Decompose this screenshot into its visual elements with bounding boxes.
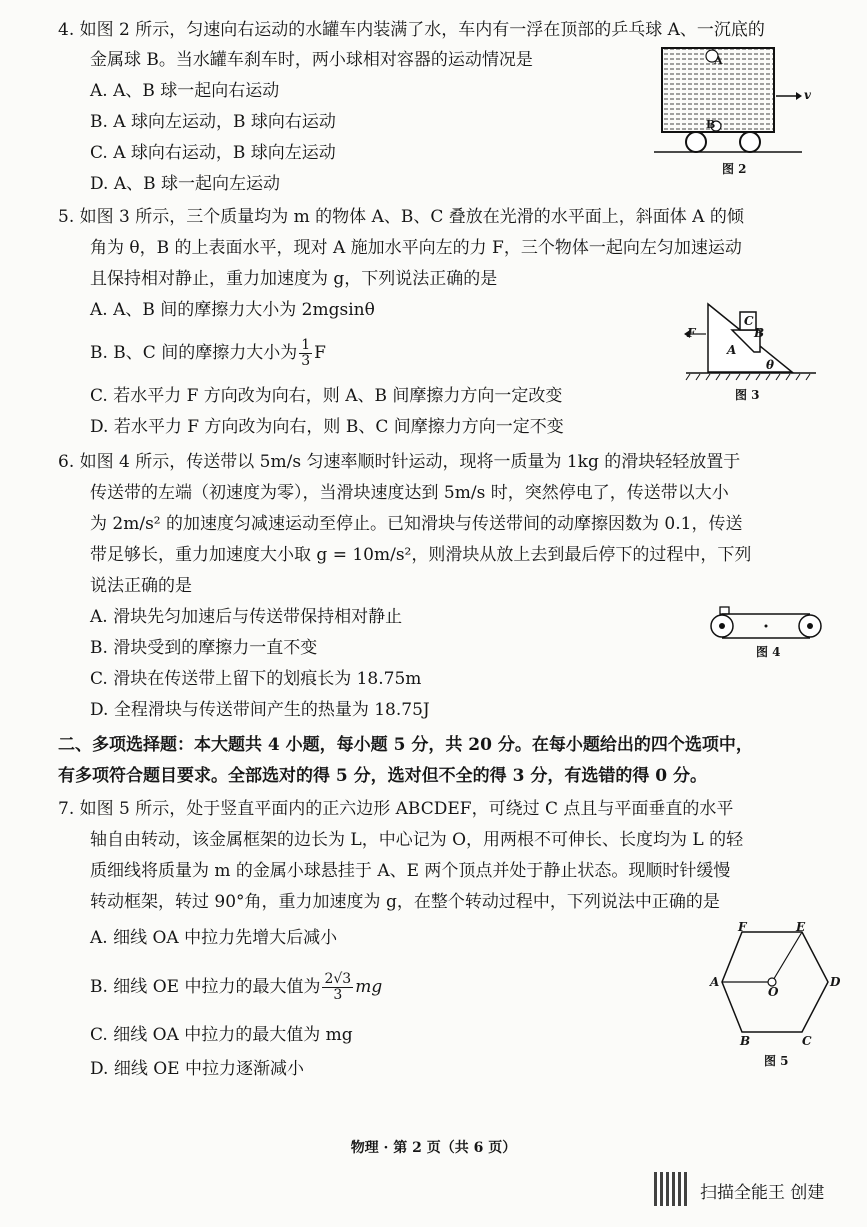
q5-option-b-numerator: 1 bbox=[301, 337, 311, 353]
q7-option-d: D. 细线 OE 中拉力逐渐减小 bbox=[90, 1059, 304, 1079]
string-oe bbox=[772, 932, 802, 982]
q7-option-b-numerator: 2√3 bbox=[324, 971, 352, 987]
q5-option-b-suffix: F bbox=[314, 343, 326, 363]
figure-2-tank-truck bbox=[652, 42, 812, 170]
q5-stem-line-3: 且保持相对静止，重力加速度为 g，下列说法正确的是 bbox=[90, 269, 498, 289]
q5-option-a: A. A、B 间的摩擦力大小为 2mgsinθ bbox=[90, 300, 375, 320]
ground-hatch bbox=[686, 374, 810, 380]
q5-stem-line-1: 5. 如图 3 所示，三个质量均为 m 的物体 A、B、C 叠放在光滑的水平面上，斜面体 A 的倾 bbox=[58, 207, 744, 227]
scanner-watermark: 扫描全能王 创建 bbox=[700, 1183, 825, 1203]
q7-stem-line-3: 质细线将质量为 m 的金属小球悬挂于 A、E 两个顶点并处于静止状态。现顺时针缓慢 bbox=[90, 861, 731, 881]
figure-2-caption: 图 2 bbox=[722, 162, 747, 176]
figure-5-label-o: O bbox=[768, 985, 779, 999]
q6-stem-line-1: 6. 如图 4 所示，传送带以 5m/s 匀速率顺时针运动，现将一质量为 1kg 的滑块轻轻放置于 bbox=[58, 452, 741, 472]
figure-5-label-e: E bbox=[796, 920, 806, 934]
q7-stem-line-2: 轴自由转动，该金属框架的边长为 L，中心记为 O，用两根不可伸长、长度均为 L 的轻 bbox=[90, 830, 744, 850]
figure-3-label-f: F bbox=[687, 326, 696, 340]
pulley-left-axle bbox=[719, 623, 725, 629]
figure-4-conveyor-belt bbox=[702, 602, 830, 648]
page-footer: 物理 · 第 2 页（共 6 页） bbox=[350, 1140, 517, 1156]
q6-option-b: B. 滑块受到的摩擦力一直不变 bbox=[90, 638, 318, 658]
q6-option-d: D. 全程滑块与传送带间产生的热量为 18.75J bbox=[90, 700, 430, 720]
q7-option-b-prefix: B. 细线 OE 中拉力的最大值为 bbox=[90, 977, 321, 997]
figure-3-label-a: A bbox=[727, 343, 737, 357]
q4-stem-line-2: 金属球 B。当水罐车刹车时，两小球相对容器的运动情况是 bbox=[90, 50, 533, 70]
q5-option-b-prefix: B. B、C 间的摩擦力大小为 bbox=[90, 343, 298, 363]
q5-option-b-denominator: 3 bbox=[301, 353, 311, 369]
pulley-right-axle bbox=[807, 623, 813, 629]
q5-option-b-fraction bbox=[299, 338, 312, 369]
q4-option-a: A. A、B 球一起向右运动 bbox=[90, 81, 280, 101]
q6-option-a: A. 滑块先匀加速后与传送带保持相对静止 bbox=[90, 607, 403, 627]
q6-option-c: C. 滑块在传送带上留下的划痕长为 18.75m bbox=[90, 669, 422, 689]
figure-3-label-c: C bbox=[744, 314, 754, 328]
figure-5-caption: 图 5 bbox=[764, 1054, 789, 1068]
q6-stem-line-4: 带足够长，重力加速度大小取 g = 10m/s²，则滑块从放上去到最后停下的过程中，下列 bbox=[90, 545, 752, 565]
q6-stem-line-5: 说法正确的是 bbox=[90, 576, 192, 596]
figure-5-label-b: B bbox=[740, 1034, 751, 1048]
qr-code-icon bbox=[654, 1172, 688, 1206]
figure-5-label-d: D bbox=[830, 975, 841, 989]
belt-center-dot bbox=[765, 625, 768, 628]
q5-option-b bbox=[90, 336, 326, 370]
wheel-left bbox=[686, 132, 706, 152]
figure-5-label-c: C bbox=[802, 1034, 812, 1048]
slider-block bbox=[720, 607, 729, 614]
q5-stem-line-2: 角为 θ，B 的上表面水平，现对 A 施加水平向左的力 F，三个物体一起向左匀加速运动 bbox=[90, 238, 742, 258]
velocity-arrowhead bbox=[796, 92, 802, 100]
q7-stem-line-4: 转动框架，转过 90°角，重力加速度为 g，在整个转动过程中，下列说法中正确的是 bbox=[90, 892, 720, 912]
section-2-heading-line-2: 有多项符合题目要求。全部选对的得 5 分，选对但不全的得 3 分，有选错的得 0 分。 bbox=[58, 766, 707, 786]
q7-option-b bbox=[90, 967, 382, 1007]
q7-option-b-suffix: mg bbox=[355, 977, 383, 997]
figure-3-label-b: B bbox=[754, 326, 765, 340]
figure-3-caption: 图 3 bbox=[735, 388, 760, 402]
figure-5-label-f: F bbox=[738, 920, 747, 934]
figure-3-stacked-blocks bbox=[680, 290, 820, 390]
q7-option-b-fraction bbox=[322, 972, 353, 1003]
figure-3-label-theta: θ bbox=[766, 358, 775, 372]
q5-option-d: D. 若水平力 F 方向改为向右，则 B、C 间摩擦力方向一定不变 bbox=[90, 417, 564, 437]
figure-2-label-b: B bbox=[706, 118, 716, 131]
q4-stem-line-1: 4. 如图 2 所示，匀速向右运动的水罐车内装满了水，车内有一浮在顶部的乒乓球 A、一沉底的 bbox=[58, 20, 765, 40]
q4-option-b: B. A 球向左运动，B 球向右运动 bbox=[90, 112, 336, 132]
q7-option-c: C. 细线 OA 中拉力的最大值为 mg bbox=[90, 1025, 353, 1045]
q4-option-c: C. A 球向右运动，B 球向左运动 bbox=[90, 143, 336, 163]
figure-2-label-a: A bbox=[714, 54, 723, 67]
figure-5-label-a: A bbox=[710, 975, 720, 989]
q7-stem-line-1: 7. 如图 5 所示，处于竖直平面内的正六边形 ABCDEF，可绕过 C 点且与平面垂直的水平 bbox=[58, 799, 734, 819]
q4-option-d: D. A、B 球一起向左运动 bbox=[90, 174, 281, 194]
q7-option-a: A. 细线 OA 中拉力先增大后减小 bbox=[90, 928, 338, 948]
q5-option-c: C. 若水平力 F 方向改为向右，则 A、B 间摩擦力方向一定改变 bbox=[90, 386, 563, 406]
figure-2-label-v: v bbox=[804, 88, 811, 102]
figure-4-caption: 图 4 bbox=[756, 645, 781, 659]
wheel-right bbox=[740, 132, 760, 152]
section-2-heading-line-1: 二、多项选择题：本大题共 4 小题，每小题 5 分，共 20 分。在每小题给出的四个选项中， bbox=[58, 735, 753, 755]
q6-stem-line-3: 为 2m/s² 的加速度匀减速运动至停止。已知滑块与传送带间的动摩擦因数为 0.1，传送 bbox=[90, 514, 743, 534]
q6-stem-line-2: 传送带的左端（初速度为零），当滑块速度达到 5m/s 时，突然停电了，传送带以大小 bbox=[90, 483, 729, 503]
q7-option-b-denominator: 3 bbox=[333, 987, 343, 1003]
